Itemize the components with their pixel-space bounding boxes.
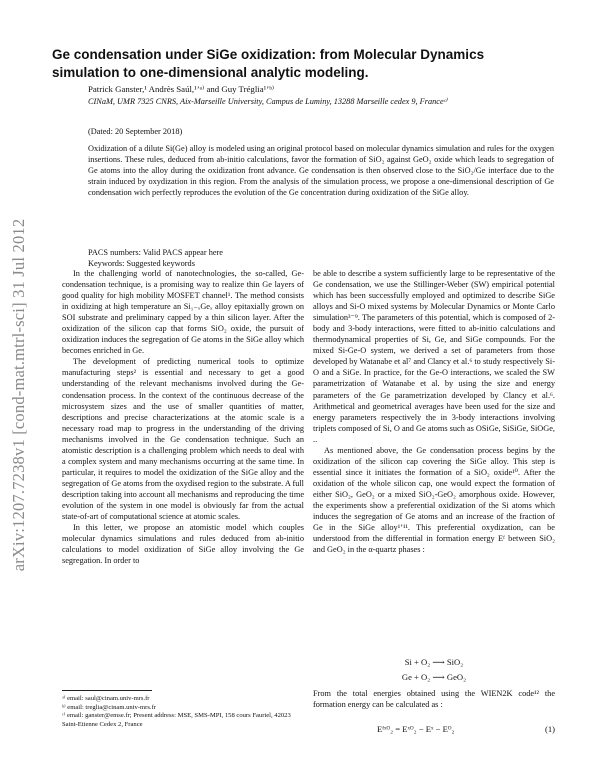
reaction-ge: Ge + O₂ ⟶ GeO₂ — [401, 672, 467, 682]
body-column-left — [62, 268, 304, 566]
pacs-numbers: PACS numbers: Valid PACS appear here — [88, 248, 223, 257]
paragraph: In this letter, we propose an atomistic model which couples molecular dynamics simulations and rules deduced from ab-initio calculations to model oxidization of SiGe alloy involving the Ge segregation. In order to — [62, 523, 304, 566]
paragraph: The development of predicting numerical tools to optimize manufacturing steps² is essential and necessary to get a good understanding of the relevant mechanisms involved during the Ge-condensation process. In the context of the continuous decrease of the microsystem sizes and the use of smaller quantities of matter, descriptions and precise characterizations at the atomic scale is a necessary road map to progress in the understanding of the driving mechanisms involved in the Ge condensation technique. Such an atomistic description is a challenging problem which needs to deal with a complex system and many mechanisms occurring at the same time. In particular, it requires to model the oxidization of the SiGe alloy and the segregation of Ge atoms from the oxydised region to the substrate. A full description taking into account all mechanisms and reproducing the time evolution of the system in one model is obviously far from the actual state-of-art of computational science at atomic scales. — [62, 357, 304, 522]
footnote-rule — [62, 690, 152, 691]
paragraph: In the challenging world of nanotechnologies, the so-called, Ge-condensation technique, is a promising way to realize thin Ge layers of good quality for high mobility MOSFET channel¹. The method consists in oxidizing at high temperature an Si₁₋ₓGeₓ alloy epitaxially grown on SOI substrate and preliminary capped by a thin silicon layer. After the oxidization of the silicon cap that forms SiO₂ oxide, the pursuit of oxidization induces the segregation of Ge atoms in the SiGe alloy which becomes enriched in Ge. — [62, 269, 304, 356]
reaction-si: Si + O₂ ⟶ SiO₂ — [404, 657, 464, 667]
equation-number: (1) — [544, 724, 555, 734]
keywords: Keywords: Suggested keywords — [88, 259, 195, 268]
author-list: Patrick Ganster,¹ Andrès Saúl,¹ʼᵃ⁾ and Guy Tréglia¹ʼᵇ⁾ — [88, 84, 275, 94]
pacs-block — [88, 247, 223, 269]
footnotes — [62, 695, 304, 729]
equation-body: Eᶠˣᴼ₂ = Eˣᴼ₂ − Eˣ − Eᴼ₂ — [377, 724, 455, 734]
paragraph: be able to describe a system sufficiently large to be representative of the Ge condensation, we use the Stillinger-Weber (SW) empirical potential which has been successfully employed and optimized to describe SiGe alloys and Si-O mixed systems by Molecular Dynamics or Monte Carlo simulation³⁻⁹. The parameters of this potential, which is composed of 2-body and 3-body interactions, were fitted to ab-initio calculations and thermodynamical properties of Si, Ge, and SiGe compounds. For the mixed Si-Ge-O system, we derived a set of parameters from those developed by Watanabe et al⁷ and Clancy et al.⁶ to study respectively Si-O and a SiGe. In practice, for the Ge-O interactions, we scaled the SW parametrization of Watanabe et al. by using the size and energy parameters of the Ge parametrization developed by Clancy et al.⁶. Arithmetical and geometrical averages have been used for the size and energy parameters respectively the in 3-body interactions involving triplets composed of Si, O and Ge atoms such as OSiGe, SiSiGe, SiOGe, .. — [313, 269, 555, 444]
arxiv-sidebar — [6, 180, 32, 610]
paper-title: Ge condensation under SiGe oxidization: from Molecular Dynamics simulation to one-dimensional analytic modeling. — [52, 47, 485, 80]
footnote: ᵇ⁾ email: treglia@cinam.univ-mrs.fr — [62, 703, 156, 711]
date-line: (Dated: 20 September 2018) — [88, 127, 183, 136]
affiliation: CINaM, UMR 7325 CNRS, Aix-Marseille University, Campus de Luminy, 13288 Marseille cedex 9, Franceᶜ⁾ — [88, 97, 448, 106]
footnote: ᵃ⁾ email: saul@cinam.univ-mrs.fr — [62, 695, 150, 702]
footnote: ᶜ⁾ email: ganster@emse.fr; Present address: MSE, SMS-MPI, 158 cours Fauriel, 42023 Saint-Etienne Cedex 2, France — [62, 712, 291, 728]
abstract: Oxidization of a dilute Si(Ge) alloy is modeled using an original protocol based on molecular dynamics simulation and rules for the oxygen insertions. These rules, deduced from ab-initio calculations, favor the formation of SiO₂ against GeO₂ oxide which leads to segregation of Ge atoms into the alloy during the oxidization front advance. Ge condensation is then observed close to the SiO₂/Ge interface due to the strain induced by oxydization in this region. From the analysis of the simulation process, we propose a one-dimensional description of Ge condensation wich perfectly reproduces the evolution of the Ge concentration during oxidization of the SiGe alloy. — [88, 144, 554, 197]
body-column-right — [313, 268, 555, 555]
paragraph: From the total energies obtained using the WIEN2K code¹² the formation energy can be calculated as : — [313, 689, 555, 709]
paragraph: As mentioned above, the Ge condensation process begins by the oxidization of the silicon cap covering the SiGe alloy. This step is essential since it initiates the formation of a SiO₂ oxide¹⁰. After the oxidation of the whole silicon cap, one would expect the formation of either SiO₂, GeO₂ or a mixed SiO₂-GeO₂ amorphous oxide. However, the experiments show a preferential oxidization of the Si atoms which induces the segregation of Ge atoms and an increase of the fraction of Ge in the SiGe alloy¹ʼ¹¹. This preferential oxydization, can be understood from the differential in formation energy Eᶠ between SiO₂ and GeO₂ in the α-quartz phases : — [313, 445, 555, 555]
arxiv-identifier: arXiv:1207.7238v1 [cond-mat.mtrl-sci] 31 Jul 2012 — [9, 218, 28, 572]
